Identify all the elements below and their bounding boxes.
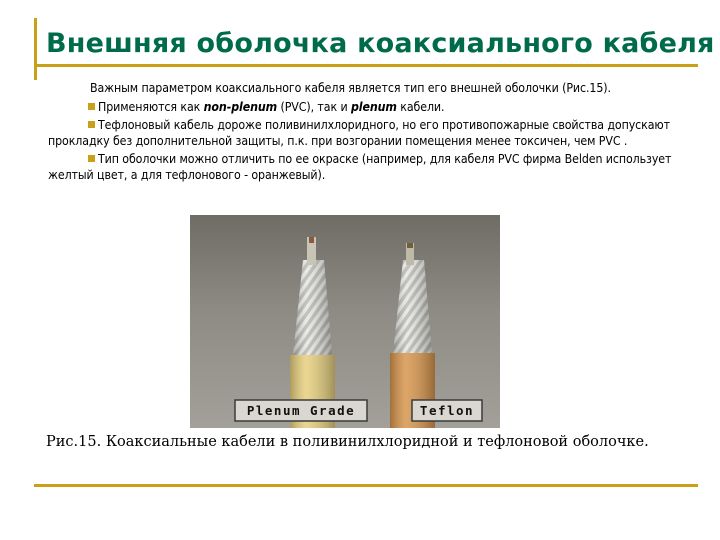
label-teflon-text: Teflon — [419, 403, 475, 418]
slide-body — [48, 81, 678, 186]
square-bullet-icon — [88, 155, 95, 162]
bullet1-text-middle: (PVC), так и — [277, 99, 351, 114]
cable-photo — [190, 215, 500, 428]
bullet2-text: Тефлоновый кабель дороже поливинилхлоридного, но его противопожарные свойства допускают прокладку без дополнительной защиты, п.к. при возгорании помещения менее токсичен, чем PVC . — [48, 118, 670, 148]
cable-photo-illustration — [190, 215, 500, 428]
title-underline — [34, 64, 698, 67]
bullet1-text-after: кабели. — [396, 99, 445, 114]
footer-line — [34, 484, 698, 487]
bullet1-term-non-plenum: non-plenum — [203, 99, 278, 114]
bullet3-text: Тип оболочки можно отличить по ее окраске (например, для кабеля PVC фирма Belden использует желтый цвет, а для тефлонового - оранжевый). — [48, 152, 672, 182]
bullet1-term-plenum: plenum — [350, 99, 397, 114]
intro-paragraph: Важным параметром коаксиального кабеля является тип его внешней оболочки (Рис.15). — [90, 81, 611, 95]
square-bullet-icon — [88, 121, 95, 128]
slide-title: Внешняя оболочка коаксиального кабеля — [46, 28, 715, 59]
bullet-item-color — [48, 152, 678, 183]
label-teflon — [412, 400, 482, 421]
label-plenum-grade — [235, 400, 367, 421]
accent-vertical-line — [34, 18, 37, 80]
label-plenum-grade-text: Plenum Grade — [246, 403, 356, 418]
bullet-item-cable-types — [48, 100, 678, 116]
bullet-item-teflon — [48, 118, 678, 149]
figure-caption: Рис.15. Коаксиальные кабели в поливинилхлоридной и тефлоновой оболочке. — [46, 434, 649, 450]
bullet1-text-before: Применяются как — [98, 99, 204, 114]
square-bullet-icon — [88, 103, 95, 110]
